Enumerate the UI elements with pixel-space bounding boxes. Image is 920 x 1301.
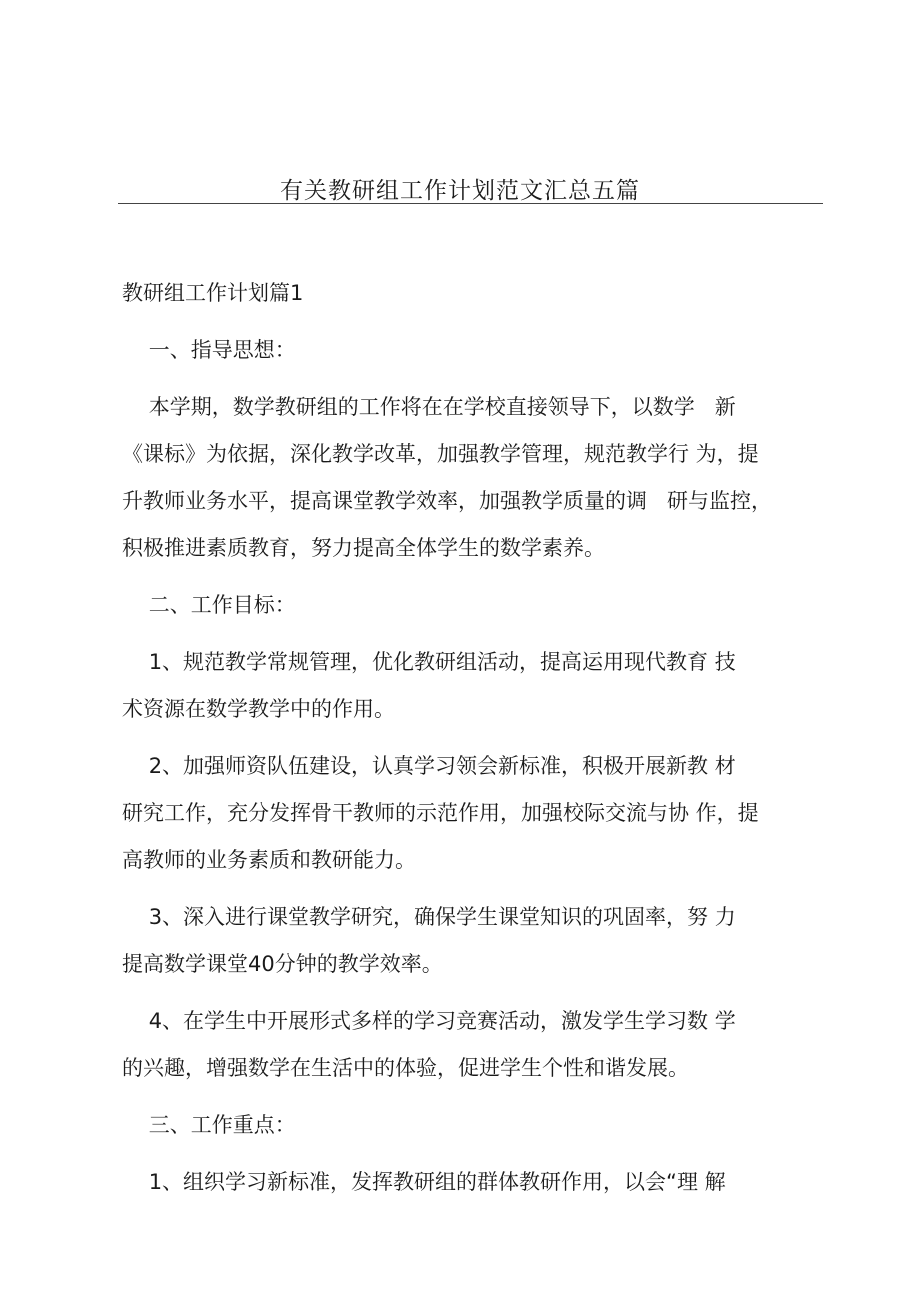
title-underline (118, 203, 823, 204)
paragraph-line: 2、加强师资队伍建设，认真学习领会新标准，积极开展新教 材 (122, 754, 736, 778)
paragraph-line: 的兴趣，增强数学在生活中的体验，促进学生个性和谐发展。 (122, 1056, 689, 1080)
paragraph-line: 《课标》为依据，深化教学改革，加强教学管理，规范教学行 为，提 (122, 442, 759, 466)
paragraph-line: 4、在学生中开展形式多样的学习竞赛活动，激发学生学习数 学 (122, 1009, 736, 1033)
document-title: 有关教研组工作计划范文汇总五篇 (280, 178, 640, 204)
section-heading: 教研组工作计划篇1 (122, 281, 304, 305)
subsection-heading: 二、工作目标： (122, 593, 296, 617)
subsection-heading: 一、指导思想： (122, 338, 296, 362)
paragraph-line: 术资源在数学教学中的作用。 (122, 697, 395, 721)
paragraph-line: 3、深入进行课堂教学研究，确保学生课堂知识的巩固率，努 力 (122, 905, 736, 929)
paragraph-line: 积极推进素质教育，努力提高全体学生的数学素养。 (122, 536, 605, 560)
document-body (122, 270, 822, 1206)
subsection-heading: 三、工作重点： (122, 1113, 296, 1137)
paragraph-line: 1、规范教学常规管理，优化教研组活动，提高运用现代教育 技 (122, 650, 736, 674)
paragraph-line: 本学期，数学教研组的工作将在在学校直接领导下，以数学 新 (122, 395, 736, 419)
paragraph-line: 1、组织学习新标准，发挥教研组的群体教研作用，以会“理 解 (122, 1170, 726, 1194)
paragraph-line: 提高数学课堂40分钟的教学效率。 (122, 952, 443, 976)
paragraph-line: 升教师业务水平，提高课堂教学效率，加强教学质量的调 研与监控， (122, 489, 773, 513)
paragraph-line: 研究工作，充分发挥骨干教师的示范作用，加强校际交流与协 作，提 (122, 801, 759, 825)
paragraph-line: 高教师的业务素质和教研能力。 (122, 848, 416, 872)
